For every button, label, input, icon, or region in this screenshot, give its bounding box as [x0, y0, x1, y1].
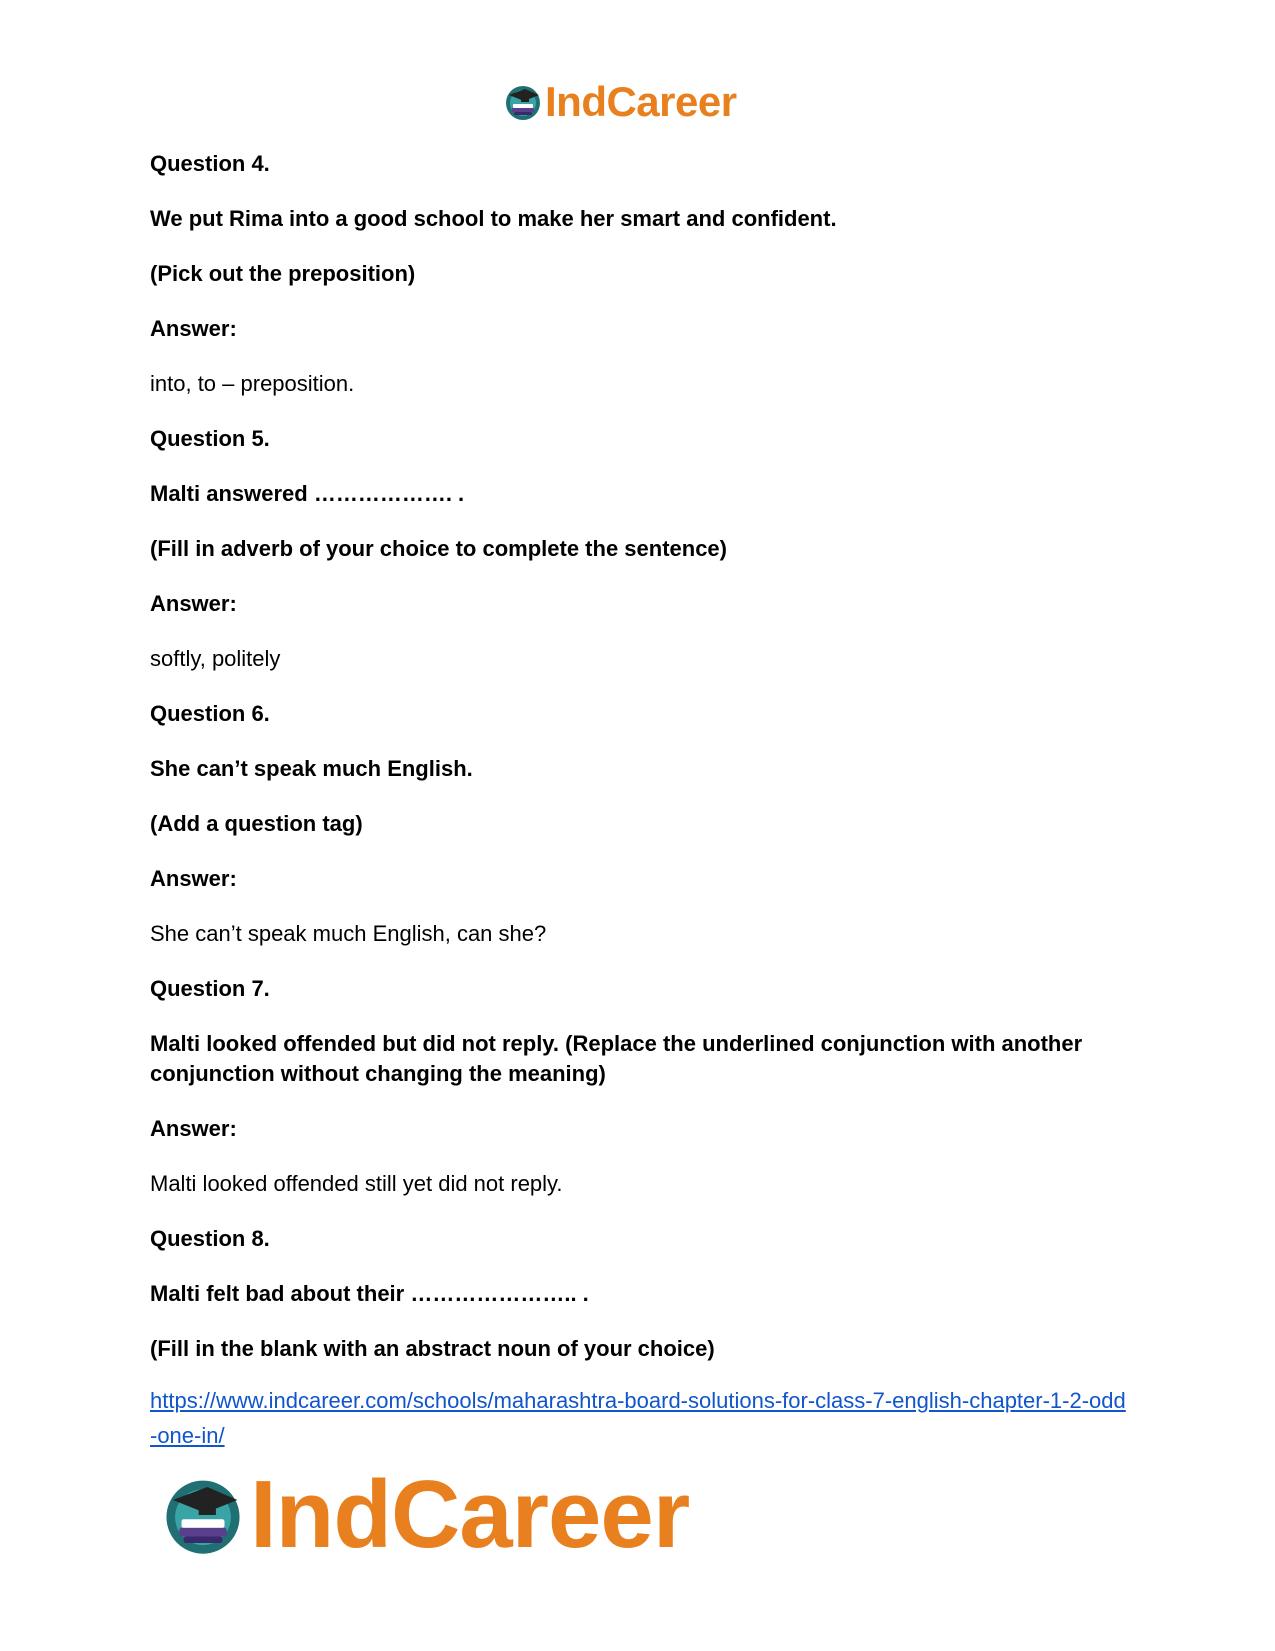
answer-text: into, to – preposition. [150, 371, 355, 396]
qa-line-bold: (Pick out the preposition) [150, 261, 416, 286]
answer-text: softly, politely [150, 646, 281, 671]
qa-line-bold: Malti looked offended but did not reply. (Replace the underlined conjunction with another conjunction without changing the meaning) [150, 1031, 1083, 1086]
qa-line-bold: Answer: [150, 316, 237, 341]
brand-name-large: IndCareer [250, 1461, 690, 1568]
footer-logo [160, 1460, 689, 1570]
qa-line-bold: We put Rima into a good school to make her smart and confident. [150, 206, 837, 231]
brand-name: IndCareer [545, 78, 737, 125]
qa-content [150, 149, 1130, 1389]
answer-text: She can’t speak much English, can she? [150, 921, 547, 946]
qa-line-bold: Malti answered ………………. . [150, 481, 465, 506]
qa-line-bold: Question 8. [150, 1226, 270, 1251]
answer-text: Malti looked offended still yet did not reply. [150, 1171, 563, 1196]
qa-line-bold: (Fill in adverb of your choice to complete the sentence) [150, 536, 727, 561]
qa-line-bold: Answer: [150, 591, 237, 616]
qa-line-bold: Question 6. [150, 701, 270, 726]
qa-line-bold: Question 7. [150, 976, 270, 1001]
graduation-cap-books-icon [160, 1472, 246, 1558]
qa-line-bold: (Add a question tag) [150, 811, 363, 836]
header-logo [503, 78, 737, 126]
qa-line-bold: Question 5. [150, 426, 270, 451]
graduation-cap-books-icon [503, 82, 543, 122]
qa-line-bold: She can’t speak much English. [150, 756, 473, 781]
source-link[interactable]: https://www.indcareer.com/schools/maharashtra-board-solutions-for-class-7-english-chapter-1-2-odd-one-in/ [150, 1388, 1126, 1448]
qa-line-bold: Question 4. [150, 151, 270, 176]
qa-line-bold: Answer: [150, 1116, 237, 1141]
qa-line-bold: Answer: [150, 866, 237, 891]
qa-line-bold: Malti felt bad about their ………………….. . [150, 1281, 589, 1306]
qa-line-bold: (Fill in the blank with an abstract noun of your choice) [150, 1336, 715, 1361]
